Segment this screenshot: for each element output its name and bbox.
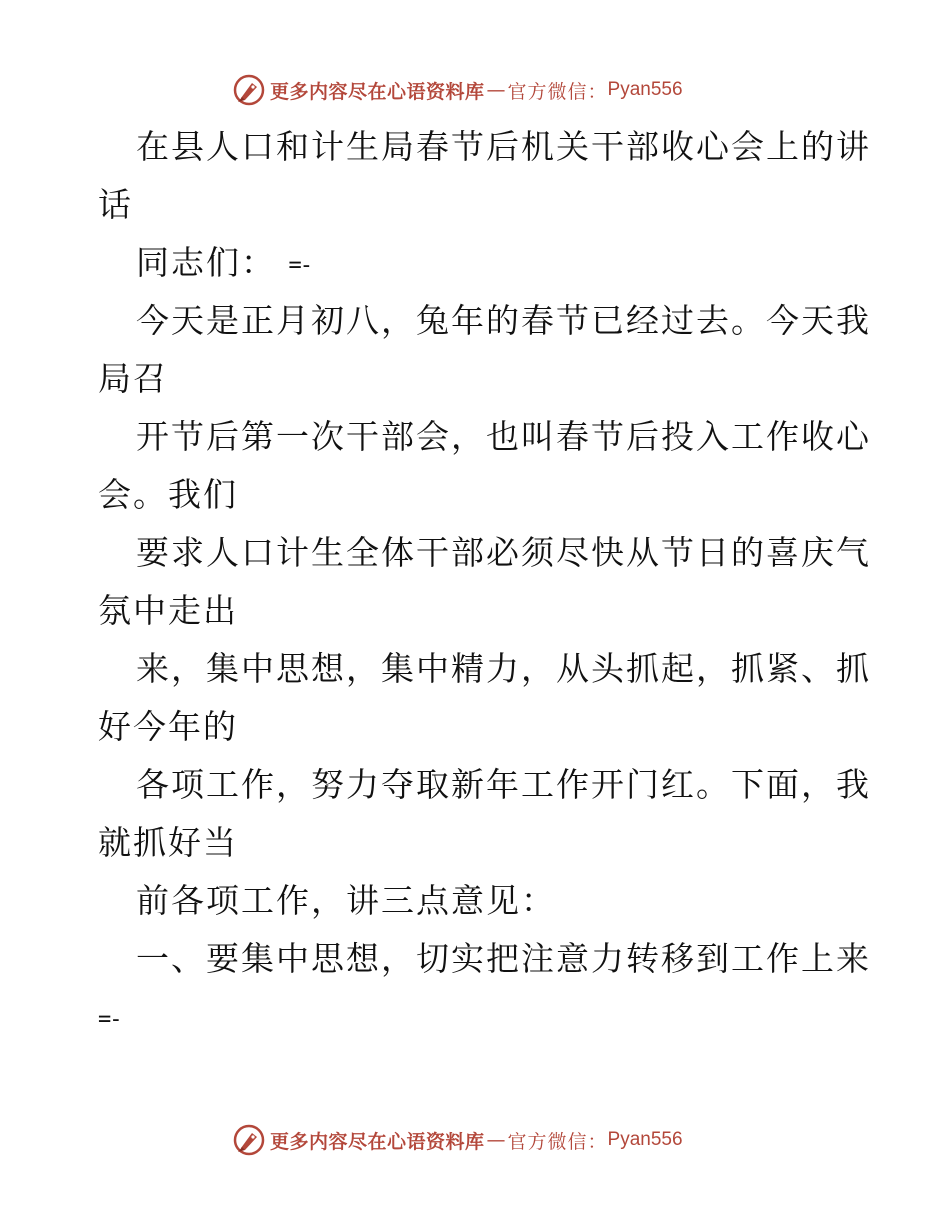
document-body xyxy=(98,118,871,1046)
section-mark-line xyxy=(98,988,858,1046)
paragraph-line: 今天是正月初八，兔年的春节已经过去。今天我 xyxy=(136,301,871,340)
pen-nib-logo-icon xyxy=(232,73,266,107)
watermark-header xyxy=(232,73,792,107)
paragraph-line: 局召 xyxy=(98,359,168,398)
watermark-separator: — xyxy=(486,1129,506,1151)
title-line-1: 在县人口和计生局春节后机关干部收心会上的讲 xyxy=(136,127,871,166)
watermark-wechat-id: Pyan556 xyxy=(607,1129,683,1150)
pen-nib-logo-icon xyxy=(232,1123,266,1157)
paragraph-line: 要求人口计生全体干部必须尽快从节日的喜庆气 xyxy=(136,533,871,572)
salutation-line xyxy=(98,234,858,292)
paragraph-line: 前各项工作，讲三点意见： xyxy=(136,881,556,920)
watermark-label: 官方微信： xyxy=(507,80,608,103)
watermark-separator: — xyxy=(486,79,506,101)
paragraph-line: 就抓好当 xyxy=(98,823,238,862)
paragraph-line: 会。我们 xyxy=(98,475,238,514)
watermark-wechat-id: Pyan556 xyxy=(607,79,683,100)
section-heading-line: 一、要集中思想，切实把注意力转移到工作上来 xyxy=(136,939,871,978)
watermark-text: 更多内容尽在心语资料库 xyxy=(270,1130,485,1153)
watermark-footer xyxy=(232,1123,792,1157)
paragraph-line: 各项工作，努力夺取新年工作开门红。下面，我 xyxy=(136,765,871,804)
paragraph-line: 开节后第一次干部会，也叫春节后投入工作收心 xyxy=(136,417,871,456)
paragraph-line: 好今年的 xyxy=(98,707,238,746)
paragraph-line: 来，集中思想，集中精力，从头抓起，抓紧、抓 xyxy=(136,649,871,688)
paragraph-line: 氛中走出 xyxy=(98,591,238,630)
salutation-mark: =- xyxy=(288,253,311,278)
watermark-label: 官方微信： xyxy=(507,1130,608,1153)
watermark-text: 更多内容尽在心语资料库 xyxy=(270,80,485,103)
title-line-2: 话 xyxy=(98,185,133,224)
salutation-text: 同志们： xyxy=(136,243,276,282)
section-mark: =- xyxy=(98,1007,121,1032)
